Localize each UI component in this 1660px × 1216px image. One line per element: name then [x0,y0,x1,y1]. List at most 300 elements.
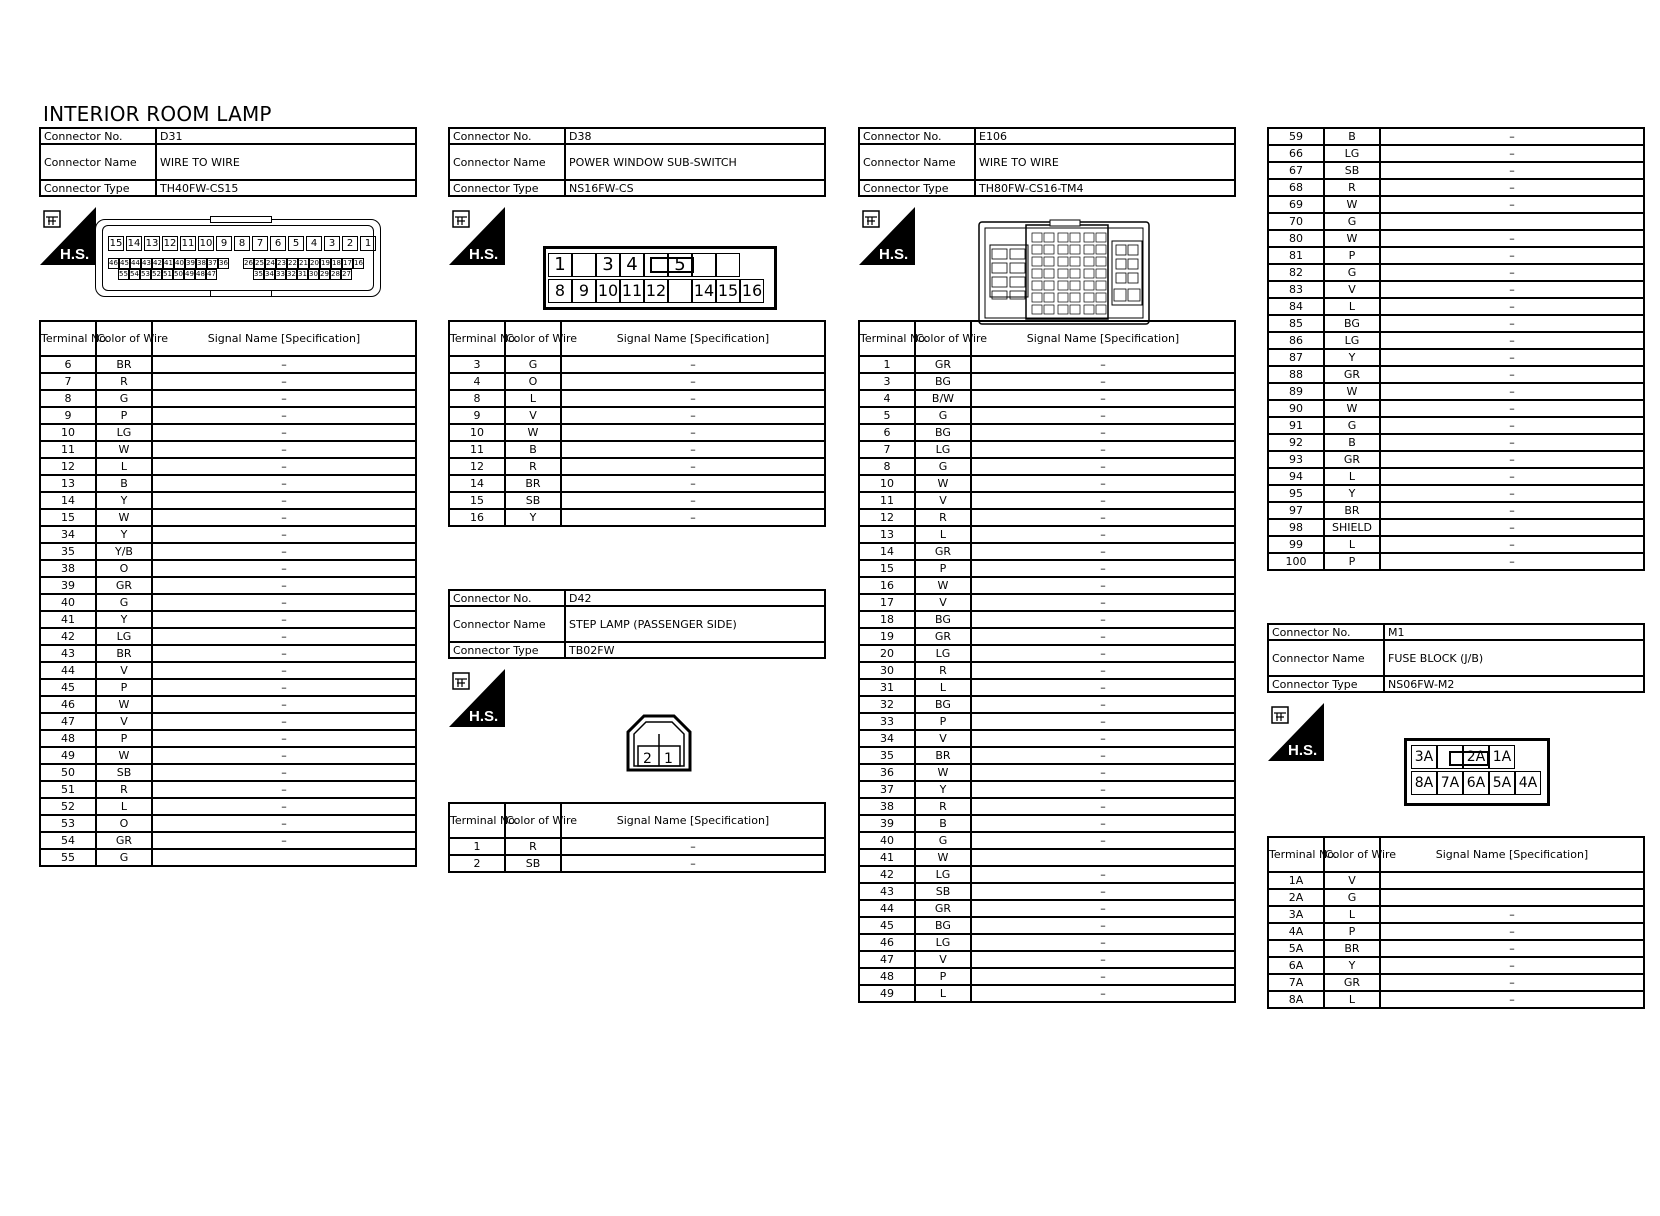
table-row [449,373,825,390]
pin-label: 9 [216,236,232,251]
terminal-no-cell: 98 [1268,519,1324,536]
terminal-no-cell: 99 [1268,536,1324,553]
signal-name-cell: – [971,356,1235,373]
terminal-table-d31 [39,320,417,867]
table-row [859,696,1235,713]
pin-label: 30 [309,270,318,278]
wire-color-cell: G [1324,264,1380,281]
wire-color-cell: R [915,798,971,815]
signal-name-cell: – [152,645,416,662]
pin-label: 43 [142,259,151,267]
table-row [40,356,416,373]
pin-label: 1A [1489,745,1515,769]
table-row [449,390,825,407]
terminal-no-cell: 52 [40,798,96,815]
wire-color-cell: BG [915,917,971,934]
signal-name-cell: – [1380,485,1644,502]
svg-text:H.S.: H.S. [879,246,909,263]
table-row [1268,536,1644,553]
terminal-no-cell: 11 [40,441,96,458]
svg-text:H.S.: H.S. [1288,742,1318,759]
signal-name-cell: – [152,390,416,407]
terminal-no-cell: 59 [1268,128,1324,145]
pin-label: 14 [127,238,141,249]
pin-label: 3 [596,253,620,277]
wire-color-cell: W [915,577,971,594]
wire-color-cell: P [915,713,971,730]
signal-header: Signal Name [Specification] [561,803,825,838]
pin-label: 16 [354,259,363,267]
terminal-no-cell: 19 [859,628,915,645]
connector-no-label: Connector No. [859,128,975,144]
table-row [1268,940,1644,957]
pin-label: 52 [152,270,161,278]
table-row [40,526,416,543]
signal-name-cell: – [1380,366,1644,383]
pin-label: 22 [288,259,297,267]
wire-color-cell: W [96,747,152,764]
pin-label: 5 [668,253,692,277]
terminal-no-cell: 17 [859,594,915,611]
terminal-no-cell: 12 [859,509,915,526]
wire-color-cell: W [96,696,152,713]
pin-label: 47 [207,270,216,278]
terminal-no-cell: 44 [40,662,96,679]
pin-label: 2A [1463,745,1489,769]
wire-color-cell: SB [505,492,561,509]
table-row [40,577,416,594]
wire-color-cell: L [1324,536,1380,553]
terminal-no-cell: 43 [40,645,96,662]
signal-name-cell: – [971,866,1235,883]
pin-label: 39 [186,259,195,267]
pin-label: 5 [288,236,304,251]
wire-color-cell: P [96,407,152,424]
terminal-no-cell: 13 [859,526,915,543]
signal-name-cell: – [1380,417,1644,434]
signal-name-cell: – [971,934,1235,951]
wire-color-cell: L [1324,298,1380,315]
terminal-no-cell: 18 [859,611,915,628]
pin-label: 16 [740,279,764,303]
table-row [40,543,416,560]
connector-info-table [448,127,826,197]
wire-color-cell: Y [96,526,152,543]
signal-name-cell: – [152,492,416,509]
terminal-table-m1 [1267,836,1645,1009]
pin-label: 10 [596,279,620,303]
terminal-no-cell: 83 [1268,281,1324,298]
terminal-no-cell: 6 [859,424,915,441]
wire-color-cell: GR [96,832,152,849]
terminal-no-cell: 95 [1268,485,1324,502]
signal-name-cell: – [561,407,825,424]
terminal-no-cell: 10 [40,424,96,441]
pin-label: 29 [320,270,329,278]
terminal-no-cell: 11 [449,441,505,458]
wire-color-cell: GR [915,900,971,917]
pin-label: 36 [219,259,228,267]
table-row [1268,519,1644,536]
signal-name-cell: – [971,985,1235,1002]
signal-name-cell: – [152,815,416,832]
pin-label: 8 [234,236,250,251]
signal-name-cell: – [152,577,416,594]
pin-label: 15 [716,279,740,303]
wire-color-cell: W [96,441,152,458]
pin-label: 48 [196,270,205,278]
table-row [859,424,1235,441]
signal-name-cell: – [561,475,825,492]
table-row [449,424,825,441]
signal-name-cell: – [561,838,825,855]
table-row [1268,872,1644,889]
signal-name-cell: – [152,696,416,713]
terminal-no-cell: 3 [449,356,505,373]
wire-color-cell: O [96,560,152,577]
terminal-no-cell: 91 [1268,417,1324,434]
terminal-no-cell: 14 [859,543,915,560]
terminal-no-cell: 42 [859,866,915,883]
wire-color-cell: W [915,849,971,866]
terminal-no-header: Terminal No. [859,321,915,356]
table-row [1268,213,1644,230]
table-row [859,458,1235,475]
table-row [40,560,416,577]
signal-name-cell: – [1380,536,1644,553]
signal-name-cell: – [152,679,416,696]
wire-color-cell: V [1324,281,1380,298]
terminal-no-cell: 4A [1268,923,1324,940]
color-header: Color of Wire [96,321,152,356]
wire-color-cell: L [1324,991,1380,1008]
terminal-no-cell: 8 [859,458,915,475]
table-row [40,679,416,696]
signal-name-cell: – [1380,145,1644,162]
signal-name-cell: – [1380,315,1644,332]
terminal-no-header: Terminal No. [40,321,96,356]
terminal-no-cell: 8 [449,390,505,407]
pin-label: 12 [644,279,668,303]
signal-name-cell: – [1380,957,1644,974]
wire-color-cell: W [96,509,152,526]
signal-header: Signal Name [Specification] [1380,837,1644,872]
terminal-no-cell: 1A [1268,872,1324,889]
pin-label: 54 [130,270,139,278]
terminal-no-cell: 34 [859,730,915,747]
terminal-no-cell: 46 [40,696,96,713]
pin-label: 28 [331,270,340,278]
wire-color-cell: W [915,475,971,492]
wire-color-cell: BR [505,475,561,492]
signal-name-cell: – [561,373,825,390]
table-row [1268,451,1644,468]
wire-color-cell: R [1324,179,1380,196]
table-row [40,696,416,713]
connector-face-e106 [978,219,1150,327]
wire-color-cell: V [915,730,971,747]
wire-color-cell: W [1324,383,1380,400]
pin-label: 51 [163,270,172,278]
terminal-no-cell: 6 [40,356,96,373]
table-row [1268,400,1644,417]
terminal-no-cell: 90 [1268,400,1324,417]
signal-name-cell: – [971,679,1235,696]
terminal-no-cell: 35 [859,747,915,764]
terminal-no-cell: 84 [1268,298,1324,315]
terminal-table-e106 [858,320,1236,1003]
pin-label: 4A [1515,771,1541,795]
pin-label: 1 [360,236,376,251]
signal-name-cell: – [1380,400,1644,417]
wire-color-cell: B [96,475,152,492]
terminal-no-cell: 8A [1268,991,1324,1008]
terminal-no-cell: 8 [40,390,96,407]
table-row [1268,553,1644,570]
wire-color-cell: Y [96,611,152,628]
terminal-no-cell: 44 [859,900,915,917]
signal-name-cell: – [561,509,825,526]
wire-color-cell: L [915,679,971,696]
table-row [449,407,825,424]
wire-color-cell: O [505,373,561,390]
wire-color-cell: B [1324,434,1380,451]
signal-name-cell: – [561,441,825,458]
connector-name-label: Connector Name [449,144,565,180]
connector-type-label: Connector Type [859,180,975,196]
terminal-no-cell: 38 [859,798,915,815]
table-row [40,815,416,832]
connector-no-value: D31 [156,128,416,144]
table-row [859,543,1235,560]
wire-color-cell: P [1324,247,1380,264]
wire-color-cell: V [915,951,971,968]
signal-header: Signal Name [Specification] [971,321,1235,356]
table-row [859,764,1235,781]
wire-color-cell: P [915,560,971,577]
pin-label: 12 [163,238,177,249]
table-row [40,798,416,815]
terminal-no-cell: 66 [1268,145,1324,162]
terminal-no-cell: 49 [859,985,915,1002]
terminal-no-cell: 97 [1268,502,1324,519]
wire-color-cell: Y/B [96,543,152,560]
signal-name-cell: – [152,781,416,798]
terminal-no-cell: 85 [1268,315,1324,332]
wire-color-cell: V [915,492,971,509]
terminal-no-cell: 94 [1268,468,1324,485]
table-row [859,747,1235,764]
terminal-no-cell: 88 [1268,366,1324,383]
terminal-no-cell: 39 [859,815,915,832]
pin-label: 10 [199,238,213,249]
table-row [1268,298,1644,315]
terminal-no-cell: 37 [859,781,915,798]
table-row [859,475,1235,492]
connector-name-label: Connector Name [859,144,975,180]
table-row [40,458,416,475]
connector-e106 [858,127,1236,1000]
signal-name-cell: – [971,611,1235,628]
table-row [1268,281,1644,298]
signal-name-cell: – [971,390,1235,407]
connector-d38 [448,127,826,524]
pin-label: 45 [120,259,129,267]
pin-label: 37 [208,259,217,267]
pin-label: 18 [332,259,341,267]
terminal-no-cell: 47 [859,951,915,968]
wire-color-cell: W [1324,400,1380,417]
wire-color-cell: GR [96,577,152,594]
wire-color-cell: BR [96,645,152,662]
table-row [1268,383,1644,400]
signal-name-cell: – [152,543,416,560]
table-row [1268,264,1644,281]
table-row [859,560,1235,577]
table-row [1268,366,1644,383]
connector-name-value: WIRE TO WIRE [975,144,1235,180]
wire-color-cell: O [96,815,152,832]
wire-color-cell: Y [1324,349,1380,366]
pin-label: 31 [298,270,307,278]
terminal-no-cell: 7 [40,373,96,390]
terminal-no-cell: 3 [859,373,915,390]
pin-label: 6A [1463,771,1489,795]
wire-color-cell: G [96,849,152,866]
terminal-no-header: Terminal No. [449,803,505,838]
wire-color-cell: V [1324,872,1380,889]
pin-label: 11 [620,279,644,303]
signal-name-cell: – [971,373,1235,390]
table-row [859,509,1235,526]
table-row [40,645,416,662]
terminal-no-cell: 32 [859,696,915,713]
signal-name-cell: – [152,526,416,543]
signal-name-cell: – [152,373,416,390]
wire-color-cell: B/W [915,390,971,407]
signal-name-cell: – [971,475,1235,492]
terminal-no-cell: 69 [1268,196,1324,213]
terminal-no-cell: 35 [40,543,96,560]
pin-label: 42 [153,259,162,267]
pin-label: 7A [1437,771,1463,795]
color-header: Color of Wire [1324,837,1380,872]
connector-name-value: WIRE TO WIRE [156,144,416,180]
connector-type-label: Connector Type [449,180,565,196]
connector-info-table [1267,623,1645,693]
terminal-no-cell: 6A [1268,957,1324,974]
table-row [859,611,1235,628]
signal-name-cell: – [152,611,416,628]
terminal-no-cell: 34 [40,526,96,543]
connector-type-value: TB02FW [565,642,825,658]
terminal-no-cell: 45 [859,917,915,934]
wire-color-cell: GR [915,543,971,560]
connector-name-label: Connector Name [40,144,156,180]
wire-color-cell: R [915,509,971,526]
wire-color-cell: Y [505,509,561,526]
signal-name-cell: – [971,696,1235,713]
terminal-no-cell: 33 [859,713,915,730]
pin-label: 1 [664,751,673,767]
pin-label: 17 [343,259,352,267]
table-row [1268,196,1644,213]
signal-name-cell: – [1380,434,1644,451]
table-row [859,492,1235,509]
terminal-no-cell: 89 [1268,383,1324,400]
wire-color-cell: V [505,407,561,424]
page-title: INTERIOR ROOM LAMP [43,102,272,126]
connector-name-label: Connector Name [1268,640,1384,676]
wire-color-cell: Y [1324,485,1380,502]
connector-type-value: TH40FW-CS15 [156,180,416,196]
terminal-no-cell: 15 [859,560,915,577]
terminal-no-cell: 48 [40,730,96,747]
terminal-no-cell: 3A [1268,906,1324,923]
hs-label: H.S. [60,246,90,263]
table-row [40,849,416,866]
signal-name-cell [1380,889,1644,906]
wire-color-cell: P [96,679,152,696]
table-row [1268,145,1644,162]
signal-name-cell [1380,213,1644,230]
table-row [859,679,1235,696]
table-row [1268,957,1644,974]
terminal-no-cell: 5 [859,407,915,424]
pin-label: 55 [119,270,128,278]
table-row [1268,502,1644,519]
wire-color-cell: G [915,407,971,424]
signal-name-cell: – [971,764,1235,781]
pin-label [572,253,596,277]
signal-name-cell: – [1380,991,1644,1008]
table-row [40,832,416,849]
connector-face-d38 [543,246,777,310]
wire-color-cell: BR [915,747,971,764]
terminal-no-cell: 42 [40,628,96,645]
terminal-no-cell: 13 [40,475,96,492]
connector-type-value: TH80FW-CS16-TM4 [975,180,1235,196]
terminal-no-cell: 40 [40,594,96,611]
wire-color-cell: G [505,356,561,373]
signal-name-cell: – [971,832,1235,849]
table-row [449,492,825,509]
table-row [1268,906,1644,923]
connector-face-d42 [626,714,692,772]
table-row [449,356,825,373]
pin-label: 9 [572,279,596,303]
signal-name-cell: – [152,832,416,849]
signal-name-cell: – [152,713,416,730]
table-row [859,628,1235,645]
signal-name-cell: – [971,662,1235,679]
table-row [859,662,1235,679]
terminal-no-cell: 55 [40,849,96,866]
pin-label: 44 [131,259,140,267]
table-row [40,509,416,526]
table-row [1268,179,1644,196]
wire-color-cell: BR [1324,502,1380,519]
color-header: Color of Wire [505,321,561,356]
wire-color-cell: R [505,458,561,475]
terminal-no-cell: 1 [859,356,915,373]
table-row [40,390,416,407]
connector-no-value: D38 [565,128,825,144]
signal-name-cell: – [971,407,1235,424]
pin-label: 40 [175,259,184,267]
wire-color-cell: L [505,390,561,407]
pin-label: 11 [181,238,195,249]
